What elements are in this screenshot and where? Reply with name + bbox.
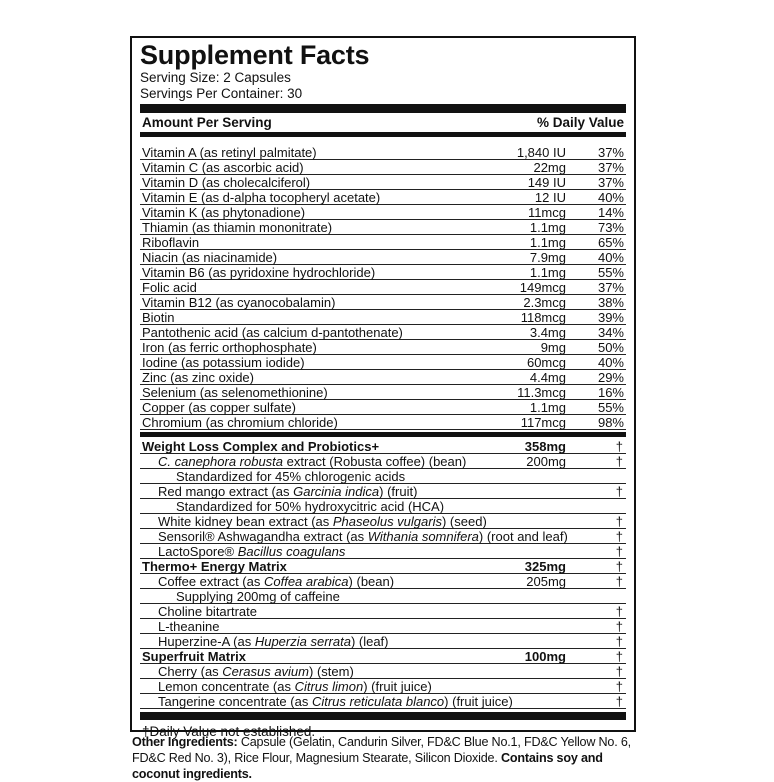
- label-part: Superfruit Matrix: [142, 649, 247, 664]
- nutrient-daily-value: 38%: [597, 295, 624, 310]
- ingredient-name: [158, 619, 219, 634]
- label-part: Bacillus coagulans: [237, 544, 346, 559]
- ingredient-row: [140, 514, 626, 529]
- label-part: ) (stem): [309, 664, 354, 679]
- label-part: Weight Loss Complex and Probiotics+: [142, 439, 380, 454]
- blend-amount: 100mg: [524, 649, 566, 664]
- label-part: extract (Robusta coffee) (bean): [283, 454, 467, 469]
- dagger-mark: †: [615, 679, 623, 694]
- ingredient-name: [158, 664, 354, 679]
- nutrient-daily-value: 40%: [597, 355, 624, 370]
- panel-title: Supplement Facts: [140, 40, 370, 70]
- dagger-mark: †: [615, 604, 623, 619]
- nutrient-daily-value: 98%: [597, 415, 624, 430]
- ingredient-row: [140, 664, 626, 679]
- ingredient-row: [140, 529, 626, 544]
- bottom-divider: [140, 712, 626, 720]
- dagger-mark: †: [615, 529, 623, 544]
- section-divider: [140, 432, 626, 437]
- label-part: ) (fruit juice): [363, 679, 432, 694]
- dagger-mark: †: [615, 454, 623, 469]
- dagger-mark: †: [615, 664, 623, 679]
- dagger-mark: †: [615, 544, 623, 559]
- nutrient-amount: 1.1mg: [529, 400, 566, 415]
- other-ingredients-label: Other Ingredients:: [132, 735, 238, 749]
- nutrient-daily-value: 39%: [597, 310, 624, 325]
- ingredient-row: [140, 589, 626, 604]
- label-part: Thermo+ Energy Matrix: [142, 559, 287, 574]
- ingredient-row: [140, 484, 626, 499]
- nutrient-row: [140, 175, 626, 190]
- nutrient-daily-value: 50%: [597, 340, 624, 355]
- nutrient-row: [140, 370, 626, 385]
- nutrient-daily-value: 55%: [597, 265, 624, 280]
- label-part: White kidney bean extract (as: [158, 514, 333, 529]
- blend-name: [142, 439, 379, 454]
- label-part: ) (fruit): [379, 484, 418, 499]
- label-part: Huperzine-A (as: [158, 634, 255, 649]
- header-divider: [140, 132, 626, 137]
- label-part: Citrus reticulata blanco: [311, 694, 445, 709]
- ingredient-row: [140, 574, 626, 589]
- nutrient-amount: 11.3mcg: [517, 385, 566, 400]
- label-part: Lemon concentrate (as: [158, 679, 295, 694]
- nutrient-daily-value: 73%: [597, 220, 624, 235]
- nutrient-row: [140, 295, 626, 310]
- nutrient-row: [140, 280, 626, 295]
- nutrient-amount: 22mg: [533, 160, 566, 175]
- blend-list: [140, 439, 626, 709]
- nutrient-row: [140, 340, 626, 355]
- ingredient-row: [140, 499, 626, 514]
- ingredient-name: [176, 469, 405, 484]
- nutrient-daily-value: 29%: [597, 370, 624, 385]
- nutrient-amount: 2.3mcg: [523, 295, 566, 310]
- ingredient-name: [158, 514, 487, 529]
- ingredient-name: [176, 589, 340, 604]
- label-part: LactoSpore®: [158, 544, 238, 559]
- nutrient-row: [140, 385, 626, 400]
- column-header: [140, 113, 626, 132]
- label-part: Coffee extract (as: [158, 574, 264, 589]
- nutrient-amount: 11mcg: [527, 205, 566, 220]
- nutrient-name: Copper (as copper sulfate): [142, 400, 296, 415]
- nutrient-daily-value: 55%: [597, 400, 624, 415]
- nutrient-name: Iron (as ferric orthophosphate): [142, 340, 317, 355]
- nutrient-row: [140, 190, 626, 205]
- nutrient-name: Vitamin C (as ascorbic acid): [142, 160, 304, 175]
- label-part: Red mango extract (as: [158, 484, 294, 499]
- nutrient-amount: 1,840 IU: [516, 145, 566, 160]
- nutrient-amount: 149mcg: [519, 280, 566, 295]
- label-part: Tangerine concentrate (as: [158, 694, 312, 709]
- label-part: Coffea arabica: [263, 574, 349, 589]
- label-part: ) (leaf): [350, 634, 389, 649]
- supplement-facts-panel: [130, 36, 636, 739]
- ingredient-name: [158, 544, 345, 559]
- blend-name: [142, 649, 246, 664]
- nutrient-amount: 7.9mg: [529, 250, 566, 265]
- label-part: ) (seed): [441, 514, 487, 529]
- nutrient-name: Iodine (as potassium iodide): [142, 355, 305, 370]
- nutrient-name: Folic acid: [142, 280, 197, 295]
- blend-header-row: [140, 439, 626, 454]
- nutrient-row: [140, 145, 626, 160]
- nutrient-row: [140, 205, 626, 220]
- blend-amount: 358mg: [524, 439, 566, 454]
- ingredient-name: [158, 634, 389, 649]
- ingredient-name: [176, 499, 444, 514]
- nutrient-amount: 117mcg: [520, 415, 566, 430]
- ingredient-row: [140, 604, 626, 619]
- blend-amount: 205mg: [526, 574, 566, 589]
- nutrient-amount: 12 IU: [534, 190, 566, 205]
- ingredient-row: [140, 694, 626, 709]
- label-part: L-theanine: [158, 619, 220, 634]
- label-part: Cerasus avium: [222, 664, 309, 679]
- nutrient-row: [140, 415, 626, 430]
- nutrient-row: [140, 250, 626, 265]
- nutrient-amount: 3.4mg: [529, 325, 566, 340]
- blend-amount: 325mg: [524, 559, 566, 574]
- label-part: Huperzia serrata: [254, 634, 351, 649]
- label-part: Standardized for 45% chlorogenic acids: [176, 469, 406, 484]
- label-part: Sensoril® Ashwagandha extract (as: [158, 529, 368, 544]
- nutrient-daily-value: 40%: [597, 190, 624, 205]
- label-part: ) (fruit juice): [444, 694, 513, 709]
- nutrient-daily-value: 40%: [597, 250, 624, 265]
- nutrient-row: [140, 265, 626, 280]
- blend-header-row: [140, 649, 626, 664]
- nutrient-name: Pantothenic acid (as calcium d-pantothenate): [142, 325, 403, 340]
- other-ingredients: [132, 734, 642, 782]
- nutrient-name: Chromium (as chromium chloride): [142, 415, 338, 430]
- nutrient-daily-value: 14%: [597, 205, 624, 220]
- ingredient-name: [158, 694, 513, 709]
- thick-divider: [140, 104, 626, 113]
- nutrient-row: [140, 310, 626, 325]
- label-part: Garcinia indica: [293, 484, 380, 499]
- servings-per-container: Servings Per Container: 30: [140, 86, 303, 101]
- nutrient-name: Selenium (as selenomethionine): [142, 385, 328, 400]
- dagger-mark: †: [615, 694, 623, 709]
- label-part: ) (root and leaf): [478, 529, 568, 544]
- dagger-mark: †: [615, 514, 623, 529]
- ingredient-row: [140, 469, 626, 484]
- nutrient-amount: 9mg: [540, 340, 566, 355]
- dagger-mark: †: [615, 439, 623, 454]
- nutrient-daily-value: 37%: [597, 175, 624, 190]
- nutrient-row: [140, 355, 626, 370]
- nutrient-daily-value: 16%: [597, 385, 624, 400]
- nutrient-amount: 1.1mg: [529, 220, 566, 235]
- dagger-mark: †: [615, 634, 623, 649]
- nutrient-name: Riboflavin: [142, 235, 200, 250]
- ingredient-name: [158, 604, 257, 619]
- label-part: Withania somnifera: [367, 529, 479, 544]
- daily-value-header: % Daily Value: [536, 115, 624, 130]
- dagger-mark: †: [615, 619, 623, 634]
- footnote: †Daily Value not established.: [142, 724, 316, 739]
- nutrient-daily-value: 37%: [597, 160, 624, 175]
- label-part: Phaseolus vulgaris: [332, 514, 442, 529]
- nutrient-name: Vitamin B12 (as cyanocobalamin): [142, 295, 336, 310]
- dagger-mark: †: [615, 484, 623, 499]
- nutrient-row: [140, 220, 626, 235]
- ingredient-row: [140, 619, 626, 634]
- nutrient-daily-value: 34%: [597, 325, 624, 340]
- other-ingredients-text: Capsule (Gelatin, Candurin Silver, FD&C Blue No.1, FD&C Yellow No. 6, FD&C Red No. 3), Rice Flour, Magnesium Stearate, Silicon Dioxide.: [132, 735, 631, 765]
- ingredient-row: [140, 679, 626, 694]
- nutrient-name: Zinc (as zinc oxide): [142, 370, 254, 385]
- nutrient-name: Niacin (as niacinamide): [142, 250, 278, 265]
- label-part: Citrus limon: [294, 679, 364, 694]
- ingredient-row: [140, 544, 626, 559]
- nutrient-daily-value: 65%: [597, 235, 624, 250]
- nutrient-name: Vitamin B6 (as pyridoxine hydrochloride): [142, 265, 376, 280]
- nutrient-amount: 60mcg: [526, 355, 566, 370]
- nutrient-amount: 1.1mg: [529, 265, 566, 280]
- dagger-mark: †: [615, 574, 623, 589]
- blend-header-row: [140, 559, 626, 574]
- nutrient-name: Vitamin E (as d-alpha tocopheryl acetate): [142, 190, 381, 205]
- blend-name: [142, 559, 287, 574]
- label-part: Supplying 200mg of caffeine: [176, 589, 340, 604]
- nutrient-name: Thiamin (as thiamin mononitrate): [142, 220, 333, 235]
- label-part: Choline bitartrate: [158, 604, 257, 619]
- nutrient-amount: 149 IU: [527, 175, 566, 190]
- label-part: Standardized for 50% hydroxycitric acid (HCA): [176, 499, 445, 514]
- ingredient-name: [158, 679, 432, 694]
- nutrient-name: Vitamin D (as cholecalciferol): [142, 175, 311, 190]
- nutrient-daily-value: 37%: [597, 145, 624, 160]
- dagger-mark: †: [615, 649, 623, 664]
- ingredient-name: [158, 529, 568, 544]
- label-part: ) (bean): [348, 574, 395, 589]
- nutrient-row: [140, 400, 626, 415]
- dagger-mark: †: [615, 559, 623, 574]
- nutrient-row: [140, 235, 626, 250]
- nutrient-amount: 118mcg: [520, 310, 566, 325]
- vitamin-list: [140, 145, 626, 430]
- serving-size: Serving Size: 2 Capsules: [140, 70, 291, 85]
- nutrient-daily-value: 37%: [597, 280, 624, 295]
- ingredient-name: [158, 574, 394, 589]
- label-part: Cherry (as: [158, 664, 223, 679]
- ingredient-name: [158, 454, 466, 469]
- nutrient-row: [140, 325, 626, 340]
- allergen-statement: Contains soy and coconut ingredients.: [132, 751, 603, 781]
- ingredient-name: [158, 484, 417, 499]
- ingredient-row: [140, 454, 626, 469]
- label-part: C. canephora robusta: [158, 454, 284, 469]
- nutrient-name: Biotin: [142, 310, 175, 325]
- amount-per-serving-header: Amount Per Serving: [142, 115, 272, 130]
- nutrient-name: Vitamin A (as retinyl palmitate): [142, 145, 317, 160]
- nutrient-name: Vitamin K (as phytonadione): [142, 205, 306, 220]
- ingredient-row: [140, 634, 626, 649]
- blend-amount: 200mg: [526, 454, 566, 469]
- nutrient-amount: 1.1mg: [529, 235, 566, 250]
- nutrient-row: [140, 160, 626, 175]
- nutrient-amount: 4.4mg: [529, 370, 566, 385]
